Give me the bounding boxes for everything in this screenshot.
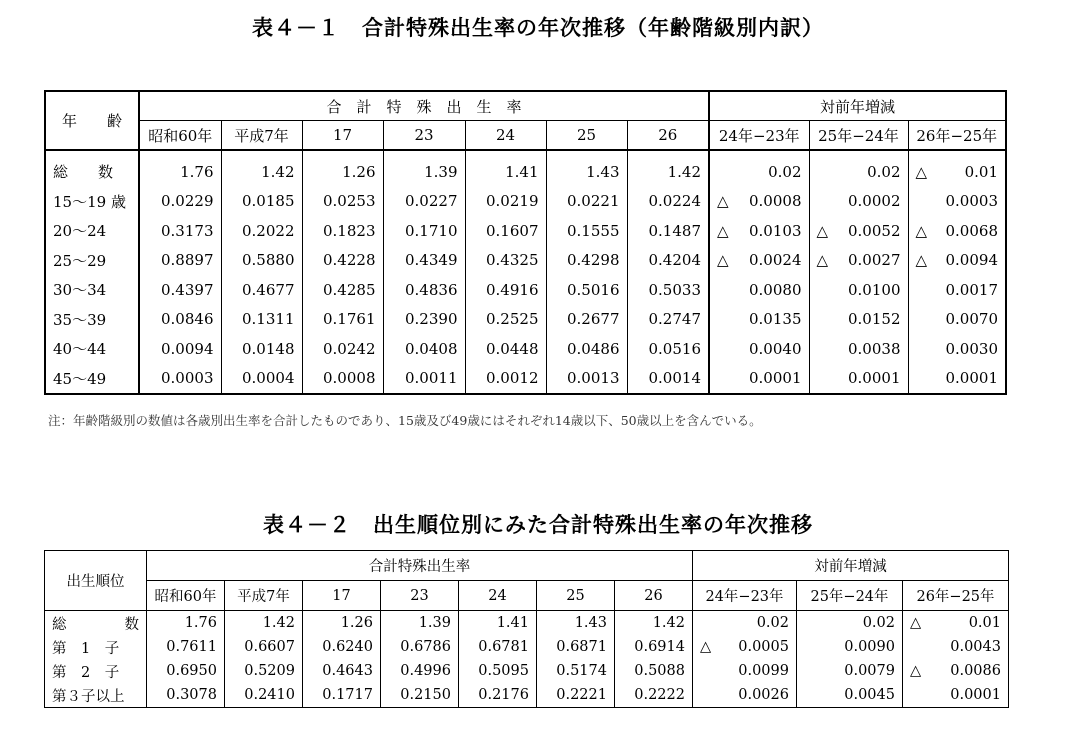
rate-cell: 0.2410 [225, 683, 303, 708]
table-row [45, 275, 1006, 305]
rate-cell: 0.2390 [383, 305, 465, 335]
rate-cell: 0.0516 [627, 334, 709, 364]
table-row [45, 611, 1009, 636]
diff-cell: 0.02 [693, 611, 797, 636]
row-label: 第 1 子 [45, 635, 147, 659]
rate-cell: 0.2150 [381, 683, 459, 708]
rate-cell: 0.0219 [465, 187, 546, 217]
table-row [45, 683, 1009, 708]
rate-cell: 0.0004 [221, 364, 302, 395]
rate-cell: 0.0013 [546, 364, 627, 395]
diff-cell: 0.0001 [809, 364, 908, 395]
table1-diff-header: 26年−25年 [908, 121, 1006, 151]
table2-year-header: 昭和60年 [147, 581, 225, 611]
rate-cell: 0.1823 [302, 216, 383, 246]
diff-cell: 0.0152 [809, 305, 908, 335]
rate-cell: 0.6871 [537, 635, 615, 659]
diff-cell: 0.01 △ [903, 611, 1009, 636]
diff-cell: 0.0030 [908, 334, 1006, 364]
diff-cell: 0.0103 △ [709, 216, 809, 246]
table1-year-header: 17 [302, 121, 383, 151]
table2-year-header: 平成7年 [225, 581, 303, 611]
diff-cell: 0.0001 [903, 683, 1009, 708]
diff-cell: 0.0079 [797, 659, 903, 683]
table-row [45, 305, 1006, 335]
diff-cell: 0.01 △ [908, 157, 1006, 187]
rate-cell: 0.6781 [459, 635, 537, 659]
rate-cell: 0.0094 [139, 334, 221, 364]
table2-group-header-diff: 対前年増減 [693, 551, 1009, 581]
rate-cell: 0.0012 [465, 364, 546, 395]
table2-year-header: 25 [537, 581, 615, 611]
rate-cell: 0.0253 [302, 187, 383, 217]
rate-cell: 0.5209 [225, 659, 303, 683]
diff-cell: 0.0005 △ [693, 635, 797, 659]
table-row [45, 334, 1006, 364]
rate-cell: 1.76 [147, 611, 225, 636]
diff-cell: 0.0027 △ [809, 246, 908, 276]
table1-diff-header: 25年−24年 [809, 121, 908, 151]
rate-cell: 0.0227 [383, 187, 465, 217]
table-row [45, 216, 1006, 246]
rate-cell: 0.4298 [546, 246, 627, 276]
negative-marker: △ [915, 162, 928, 181]
row-label: 総 数 [45, 157, 139, 187]
table2-group-header-rate: 合計特殊出生率 [147, 551, 693, 581]
rate-cell: 0.5880 [221, 246, 302, 276]
table-row [45, 246, 1006, 276]
diff-cell: 0.0099 [693, 659, 797, 683]
table-row [45, 364, 1006, 395]
negative-marker: △ [717, 251, 729, 270]
rate-cell: 0.0011 [383, 364, 465, 395]
diff-cell: 0.02 [709, 157, 809, 187]
negative-marker: △ [915, 221, 928, 240]
diff-cell: 0.0135 [709, 305, 809, 335]
rate-cell: 1.41 [465, 157, 546, 187]
rate-cell: 0.1311 [221, 305, 302, 335]
rate-cell: 0.0185 [221, 187, 302, 217]
rate-cell: 0.4836 [383, 275, 465, 305]
diff-cell: 0.0100 [809, 275, 908, 305]
rate-cell: 0.0408 [383, 334, 465, 364]
rate-cell: 0.6914 [615, 635, 693, 659]
rate-cell: 0.0448 [465, 334, 546, 364]
rate-cell: 0.4285 [302, 275, 383, 305]
rate-cell: 0.3078 [147, 683, 225, 708]
table1-title: 表４－１ 合計特殊出生率の年次推移（年齢階級別内訳） [252, 16, 824, 40]
row-label: 第 2 子 [45, 659, 147, 683]
rate-cell: 1.42 [225, 611, 303, 636]
rate-cell: 0.4349 [383, 246, 465, 276]
rate-cell: 0.4916 [465, 275, 546, 305]
rate-cell: 0.0221 [546, 187, 627, 217]
table2-year-header: 23 [381, 581, 459, 611]
negative-marker: △ [816, 251, 829, 270]
diff-cell: 0.0001 [908, 364, 1006, 395]
negative-marker: △ [910, 615, 922, 631]
negative-marker: △ [700, 639, 712, 655]
table2-diff-header: 26年−25年 [903, 581, 1009, 611]
rate-cell: 0.6240 [303, 635, 381, 659]
diff-cell: 0.0008 △ [709, 187, 809, 217]
table1-note: 注：年齢階級別の数値は各歳別出生率を合計したものであり、15歳及び49歳にはそれぞれ14歳以下、50歳以上を含んでいる。 [48, 413, 762, 428]
negative-marker: △ [915, 251, 928, 270]
rate-cell: 0.2222 [615, 683, 693, 708]
negative-marker: △ [717, 221, 729, 240]
negative-marker: △ [816, 221, 829, 240]
rate-cell: 0.4643 [303, 659, 381, 683]
table2-year-header: 26 [615, 581, 693, 611]
table2-year-header: 17 [303, 581, 381, 611]
rate-cell: 1.42 [627, 157, 709, 187]
rate-cell: 0.4325 [465, 246, 546, 276]
row-label: 45〜49 [45, 364, 139, 395]
diff-cell: 0.0038 [809, 334, 908, 364]
rate-cell: 0.4677 [221, 275, 302, 305]
rate-cell: 0.1710 [383, 216, 465, 246]
rate-cell: 0.0486 [546, 334, 627, 364]
rate-cell: 0.0003 [139, 364, 221, 395]
table2-diff-header: 25年−24年 [797, 581, 903, 611]
rate-cell: 1.42 [221, 157, 302, 187]
diff-cell: 0.0017 [908, 275, 1006, 305]
rate-cell: 0.1555 [546, 216, 627, 246]
rate-cell: 0.5033 [627, 275, 709, 305]
diff-cell: 0.0080 [709, 275, 809, 305]
table1-group-header-diff: 対前年増減 [709, 91, 1006, 121]
table1-year-header: 平成7年 [221, 121, 302, 151]
rate-cell: 0.4204 [627, 246, 709, 276]
rate-cell: 0.1607 [465, 216, 546, 246]
diff-cell: 0.0040 [709, 334, 809, 364]
rate-cell: 0.5095 [459, 659, 537, 683]
table2 [44, 550, 1009, 708]
rate-cell: 0.6950 [147, 659, 225, 683]
rate-cell: 0.2525 [465, 305, 546, 335]
diff-cell: 0.0090 [797, 635, 903, 659]
rate-cell: 1.39 [381, 611, 459, 636]
rate-cell: 0.0148 [221, 334, 302, 364]
rate-cell: 0.0014 [627, 364, 709, 395]
table2-corner-label: 出生順位 [45, 551, 147, 611]
rate-cell: 1.42 [615, 611, 693, 636]
rate-cell: 0.2022 [221, 216, 302, 246]
rate-cell: 1.26 [303, 611, 381, 636]
table1 [44, 90, 1007, 395]
diff-cell: 0.0094 △ [908, 246, 1006, 276]
rate-cell: 0.3173 [139, 216, 221, 246]
diff-cell: 0.02 [797, 611, 903, 636]
diff-cell: 0.0052 △ [809, 216, 908, 246]
rate-cell: 1.76 [139, 157, 221, 187]
negative-marker: △ [910, 663, 922, 679]
rate-cell: 0.7611 [147, 635, 225, 659]
table1-year-header: 26 [627, 121, 709, 151]
rate-cell: 0.6607 [225, 635, 303, 659]
table1-diff-header: 24年−23年 [709, 121, 809, 151]
table-row [45, 157, 1006, 187]
rate-cell: 0.0846 [139, 305, 221, 335]
negative-marker: △ [717, 192, 729, 211]
table1-year-header: 24 [465, 121, 546, 151]
rate-cell: 0.0224 [627, 187, 709, 217]
rate-cell: 0.5016 [546, 275, 627, 305]
table1-corner-label: 年 齢 [45, 91, 139, 150]
rate-cell: 0.5174 [537, 659, 615, 683]
rate-cell: 1.39 [383, 157, 465, 187]
rate-cell: 0.4996 [381, 659, 459, 683]
rate-cell: 0.4397 [139, 275, 221, 305]
rate-cell: 0.1761 [302, 305, 383, 335]
rate-cell: 1.43 [537, 611, 615, 636]
diff-cell: 0.0003 [908, 187, 1006, 217]
row-label: 30〜34 [45, 275, 139, 305]
rate-cell: 0.0242 [302, 334, 383, 364]
rate-cell: 1.26 [302, 157, 383, 187]
diff-cell: 0.0002 [809, 187, 908, 217]
table2-title: 表４－２ 出生順位別にみた合計特殊出生率の年次推移 [263, 513, 813, 537]
rate-cell: 0.0229 [139, 187, 221, 217]
diff-cell: 0.0070 [908, 305, 1006, 335]
rate-cell: 0.0008 [302, 364, 383, 395]
rate-cell: 0.2747 [627, 305, 709, 335]
diff-cell: 0.0086 △ [903, 659, 1009, 683]
rate-cell: 1.41 [459, 611, 537, 636]
row-label: 35〜39 [45, 305, 139, 335]
diff-cell: 0.0045 [797, 683, 903, 708]
diff-cell: 0.0068 △ [908, 216, 1006, 246]
diff-cell: 0.0024 △ [709, 246, 809, 276]
row-label: 第３子以上 [45, 683, 147, 708]
row-label: 20〜24 [45, 216, 139, 246]
table1-group-header-rate: 合 計 特 殊 出 生 率 [139, 91, 709, 121]
rate-cell: 0.2176 [459, 683, 537, 708]
rate-cell: 0.1487 [627, 216, 709, 246]
row-label: 40〜44 [45, 334, 139, 364]
table-row [45, 187, 1006, 217]
rate-cell: 0.4228 [302, 246, 383, 276]
row-label: 25〜29 [45, 246, 139, 276]
table-row [45, 635, 1009, 659]
diff-cell: 0.0026 [693, 683, 797, 708]
rate-cell: 0.5088 [615, 659, 693, 683]
rate-cell: 1.43 [546, 157, 627, 187]
table2-diff-header: 24年−23年 [693, 581, 797, 611]
rate-cell: 0.2677 [546, 305, 627, 335]
rate-cell: 0.8897 [139, 246, 221, 276]
row-label: 総 数 [45, 611, 147, 636]
rate-cell: 0.2221 [537, 683, 615, 708]
rate-cell: 0.1717 [303, 683, 381, 708]
table2-year-header: 24 [459, 581, 537, 611]
table-row [45, 659, 1009, 683]
diff-cell: 0.0043 [903, 635, 1009, 659]
table1-year-header: 25 [546, 121, 627, 151]
table1-year-header: 23 [383, 121, 465, 151]
diff-cell: 0.0001 [709, 364, 809, 395]
table1-year-header: 昭和60年 [139, 121, 221, 151]
diff-cell: 0.02 [809, 157, 908, 187]
row-label: 15〜19 歳 [45, 187, 139, 217]
rate-cell: 0.6786 [381, 635, 459, 659]
